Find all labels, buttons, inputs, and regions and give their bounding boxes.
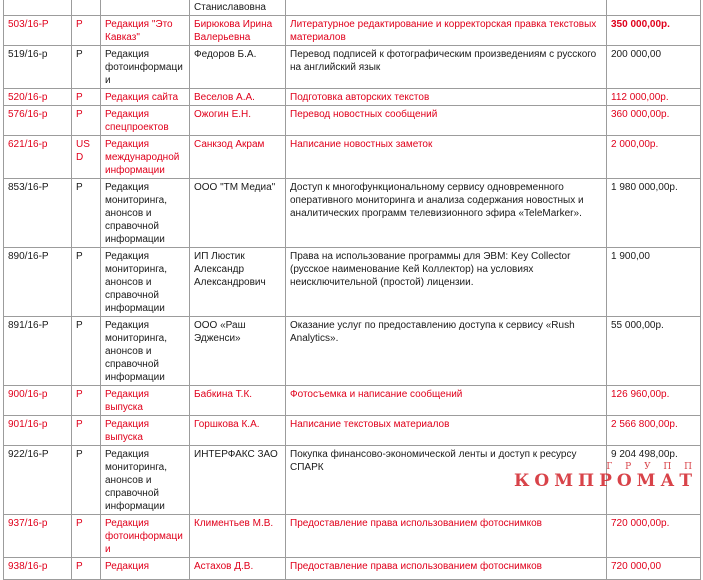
subject-cell: Права на использование программы для ЭВМ: Key Collector (русское наименование Кей Коллектор) на условиях неисключительной (простой) лицензии. xyxy=(286,248,607,317)
subject-cell: Предоставление права использованием фотоснимков xyxy=(286,515,607,558)
table-row xyxy=(4,558,701,580)
department-cell: Редакция "Это Кавказ" xyxy=(101,16,190,46)
subject-cell: Покупка финансово-экономической ленты и доступ к ресурсу СПАРК xyxy=(286,446,607,515)
department-cell: Редакция фотоинформации xyxy=(101,515,190,558)
subject-cell: Подготовка авторских текстов xyxy=(286,89,607,106)
contract-number-cell: 938/16-р xyxy=(4,558,72,580)
amount-cell: 1 900,00 xyxy=(607,248,701,317)
contract-number-cell: 503/16-Р xyxy=(4,16,72,46)
type-cell: Р xyxy=(72,386,101,416)
department-cell: Редакция мониторинга, анонсов и справочной информации xyxy=(101,248,190,317)
type-cell: Р xyxy=(72,16,101,46)
contractor-cell: ООО «Раш Эдженси» xyxy=(190,317,286,386)
amount-cell: 55 000,00р. xyxy=(607,317,701,386)
type-cell: Р xyxy=(72,46,101,89)
subject-cell: Литературное редактирование и корректорская правка текстовых материалов xyxy=(286,16,607,46)
department-cell xyxy=(101,0,190,16)
contractor-cell: Веселов А.А. xyxy=(190,89,286,106)
amount-cell: 350 000,00р. xyxy=(607,16,701,46)
contractor-cell: Ожогин Е.Н. xyxy=(190,106,286,136)
contract-number-cell: 890/16-Р xyxy=(4,248,72,317)
contract-number-cell xyxy=(4,0,72,16)
contract-number-cell: 853/16-Р xyxy=(4,179,72,248)
contractor-cell: Станиславовна xyxy=(190,0,286,16)
amount-cell: 1 980 000,00р. xyxy=(607,179,701,248)
type-cell: Р xyxy=(72,515,101,558)
amount-cell: 2 000,00р. xyxy=(607,136,701,179)
subject-cell: Перевод подписей к фотографическим произведениям с русского на английский язык xyxy=(286,46,607,89)
contract-number-cell: 900/16-р xyxy=(4,386,72,416)
amount-cell: 360 000,00р. xyxy=(607,106,701,136)
amount-cell: 112 000,00р. xyxy=(607,89,701,106)
department-cell: Редакция международной информации xyxy=(101,136,190,179)
contract-number-cell: 520/16-р xyxy=(4,89,72,106)
contractor-cell: ООО "ТМ Медиа" xyxy=(190,179,286,248)
contract-number-cell: 922/16-Р xyxy=(4,446,72,515)
type-cell: Р xyxy=(72,89,101,106)
contract-number-cell: 901/16-р xyxy=(4,416,72,446)
table-row xyxy=(4,106,701,136)
department-cell: Редакция xyxy=(101,558,190,580)
amount-cell xyxy=(607,0,701,16)
table-row xyxy=(4,416,701,446)
subject-cell xyxy=(286,0,607,16)
department-cell: Редакция фотоинформации xyxy=(101,46,190,89)
table-row xyxy=(4,317,701,386)
contractor-cell: Горшкова К.А. xyxy=(190,416,286,446)
subject-cell: Оказание услуг по предоставлению доступа к сервису «Rush Analytics». xyxy=(286,317,607,386)
contractor-cell: Климентьев М.В. xyxy=(190,515,286,558)
contract-number-cell: 937/16-р xyxy=(4,515,72,558)
type-cell: Р xyxy=(72,446,101,515)
table-row xyxy=(4,0,701,16)
contractor-cell: ИП Люстик Александр Александрович xyxy=(190,248,286,317)
department-cell: Редакция сайта xyxy=(101,89,190,106)
contract-number-cell: 891/16-Р xyxy=(4,317,72,386)
contractor-cell: Санкзод Акрам xyxy=(190,136,286,179)
type-cell: Р xyxy=(72,106,101,136)
department-cell: Редакция выпуска xyxy=(101,386,190,416)
amount-cell: 720 000,00 xyxy=(607,558,701,580)
contractor-cell: ИНТЕРФАКС ЗАО xyxy=(190,446,286,515)
watermark-subtitle: Г Р У П П xyxy=(606,462,697,472)
type-cell: Р xyxy=(72,558,101,580)
table-row xyxy=(4,446,701,515)
amount-cell: 126 960,00р. xyxy=(607,386,701,416)
department-cell: Редакция выпуска xyxy=(101,416,190,446)
watermark-title: КОМПРОМАТ xyxy=(513,471,697,491)
subject-cell: Предоставление права использованием фотоснимков xyxy=(286,558,607,580)
table-row xyxy=(4,46,701,89)
table-row xyxy=(4,179,701,248)
type-cell: Р xyxy=(72,416,101,446)
subject-cell: Написание текстовых материалов xyxy=(286,416,607,446)
contractor-cell: Федоров Б.А. xyxy=(190,46,286,89)
department-cell: Редакция мониторинга, анонсов и справочной информации xyxy=(101,179,190,248)
subject-cell: Перевод новостных сообщений xyxy=(286,106,607,136)
type-cell: Р xyxy=(72,317,101,386)
table-row xyxy=(4,16,701,46)
type-cell: US D xyxy=(72,136,101,179)
amount-cell: 200 000,00 xyxy=(607,46,701,89)
type-cell xyxy=(72,0,101,16)
amount-cell: 9 204 498,00р. xyxy=(607,446,701,515)
contractor-cell: Бабкина Т.К. xyxy=(190,386,286,416)
contract-number-cell: 519/16-р xyxy=(4,46,72,89)
subject-cell: Написание новостных заметок xyxy=(286,136,607,179)
table-row xyxy=(4,386,701,416)
table-row xyxy=(4,515,701,558)
department-cell: Редакция спецпроектов xyxy=(101,106,190,136)
contractor-cell: Астахов Д.В. xyxy=(190,558,286,580)
contract-number-cell: 621/16-р xyxy=(4,136,72,179)
contract-number-cell: 576/16-р xyxy=(4,106,72,136)
department-cell: Редакция мониторинга, анонсов и справочной информации xyxy=(101,317,190,386)
subject-cell: Доступ к многофункциональному сервису одновременного оперативного мониторинга и анализа содержания новостных и аналитических программ телевизионного эфира «TeleMarker». xyxy=(286,179,607,248)
contracts-table xyxy=(3,0,701,580)
table-row xyxy=(4,248,701,317)
type-cell: Р xyxy=(72,248,101,317)
table-row xyxy=(4,89,701,106)
amount-cell: 720 000,00р. xyxy=(607,515,701,558)
subject-cell: Фотосъемка и написание сообщений xyxy=(286,386,607,416)
type-cell: Р xyxy=(72,179,101,248)
amount-cell: 2 566 800,00р. xyxy=(607,416,701,446)
table-row xyxy=(4,136,701,179)
contractor-cell: Бирюкова Ирина Валерьевна xyxy=(190,16,286,46)
department-cell: Редакция мониторинга, анонсов и справочной информации xyxy=(101,446,190,515)
